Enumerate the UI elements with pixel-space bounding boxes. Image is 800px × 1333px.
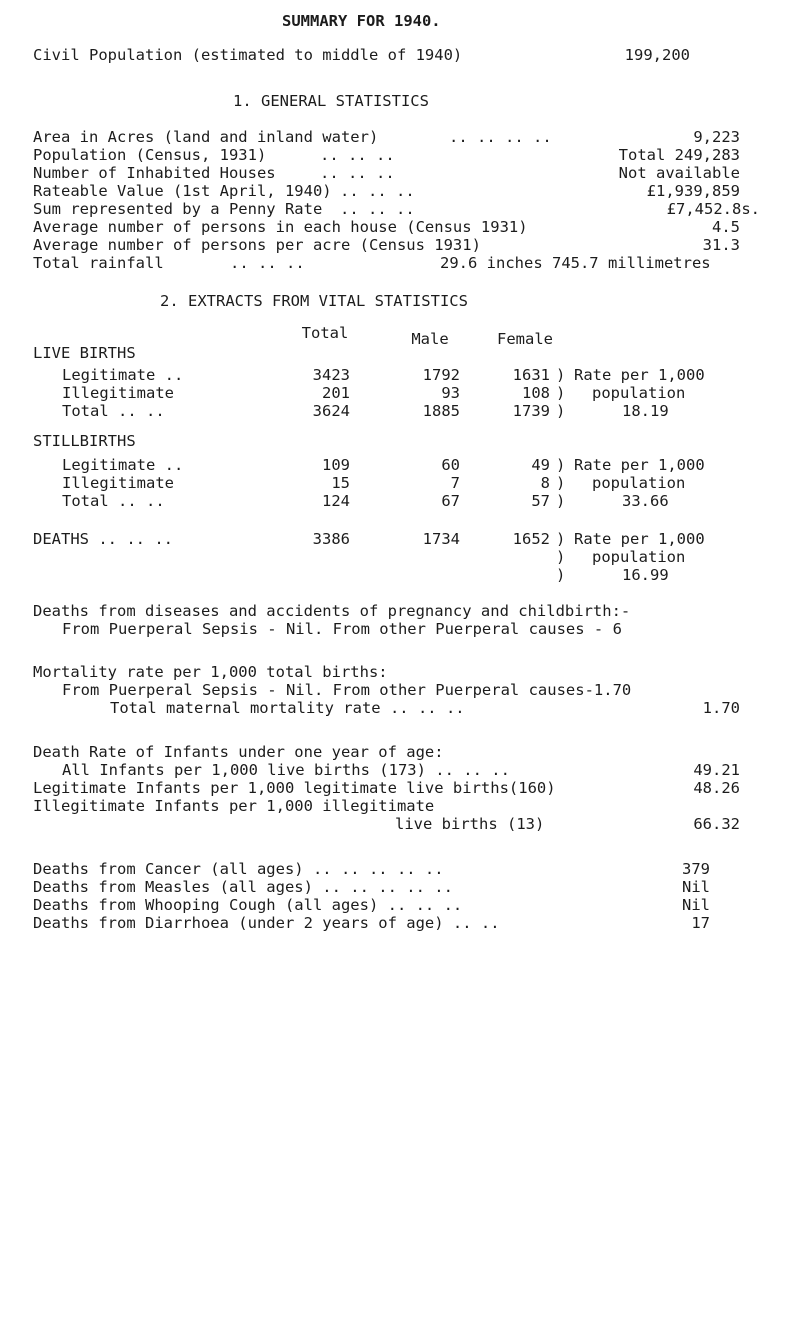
avg-acre-label: Average number of persons per acre (Census 1931) xyxy=(33,236,481,254)
infant-heading: Death Rate of Infants under one year of age: xyxy=(33,743,444,761)
bracket: ) xyxy=(556,456,566,474)
population-value: 199,200 xyxy=(624,46,690,64)
still-total-total: 124 xyxy=(322,492,350,510)
cancer-label: Deaths from Cancer (all ages) .. .. .. .. .. xyxy=(33,860,444,878)
deaths-label: DEATHS .. .. .. xyxy=(33,530,173,548)
avg-house-label: Average number of persons in each house (Census 1931) xyxy=(33,218,528,236)
diarrhoea-value: 17 xyxy=(691,914,710,932)
measles-label: Deaths from Measles (all ages) .. .. .. .. .. xyxy=(33,878,453,896)
live-legit-male: 1792 xyxy=(422,366,460,384)
still-illegit-female: 8 xyxy=(540,474,550,492)
general-heading: 1. GENERAL STATISTICS xyxy=(233,92,429,110)
measles-value: Nil xyxy=(682,878,710,896)
pregnancy-heading: Deaths from diseases and accidents of pregnancy and childbirth:- xyxy=(33,602,631,620)
dot-leader: .. .. .. xyxy=(230,254,305,272)
whooping-label: Deaths from Whooping Cough (all ages) .. .. .. xyxy=(33,896,463,914)
bracket: ) xyxy=(556,530,566,548)
pregnancy-line: From Puerperal Sepsis - Nil. From other Puerperal causes - 6 xyxy=(62,620,622,638)
still-legit-total: 109 xyxy=(322,456,350,474)
houses-label: Number of Inhabited Houses xyxy=(33,164,276,182)
dot-leader: .. .. .. xyxy=(340,200,415,218)
live-illegit-label: Illegitimate xyxy=(62,384,174,402)
bracket: ) xyxy=(556,474,566,492)
dot-leader: .. .. .. xyxy=(340,182,415,200)
still-total-female: 57 xyxy=(531,492,550,510)
bracket: ) xyxy=(556,366,566,384)
penny-rate-value: £7,452.8s. xyxy=(666,200,760,218)
bracket: ) xyxy=(556,384,566,402)
dot-leader: .. .. .. xyxy=(320,164,395,182)
population-census-value: Total 249,283 xyxy=(618,146,740,164)
live-illegit-male: 93 xyxy=(441,384,460,402)
live-births-label: LIVE BIRTHS xyxy=(33,344,136,362)
infant-illegit-label: Illegitimate Infants per 1,000 illegitimate xyxy=(33,797,435,815)
deaths-total: 3386 xyxy=(312,530,350,548)
deaths-male: 1734 xyxy=(422,530,460,548)
population-label: Civil Population (estimated to middle of 1940) xyxy=(33,46,463,64)
bracket: ) xyxy=(556,548,566,566)
live-illegit-female: 108 xyxy=(522,384,550,402)
live-total-male: 1885 xyxy=(422,402,460,420)
still-rate-line2: population xyxy=(592,474,686,492)
deaths-female: 1652 xyxy=(512,530,550,548)
still-legit-label: Legitimate .. xyxy=(62,456,184,474)
area-value: 9,223 xyxy=(693,128,740,146)
col-total: Total xyxy=(301,324,349,342)
live-rate-value: 18.19 xyxy=(622,402,669,420)
dot-leader: .. .. .. .. xyxy=(449,128,552,146)
houses-value: Not available xyxy=(618,164,740,182)
stillbirths-label: STILLBIRTHS xyxy=(33,432,136,450)
deaths-rate-line1: Rate per 1,000 xyxy=(574,530,705,548)
live-rate-line2: population xyxy=(592,384,686,402)
dot-leader: .. .. .. xyxy=(320,146,395,164)
still-illegit-total: 15 xyxy=(331,474,350,492)
infant-illegit-label2: live births (13) xyxy=(395,815,545,833)
page-title: SUMMARY FOR 1940. xyxy=(282,12,441,30)
live-total-label: Total .. .. xyxy=(62,402,165,420)
rateable-label: Rateable Value (1st April, 1940) xyxy=(33,182,332,200)
vital-heading: 2. EXTRACTS FROM VITAL STATISTICS xyxy=(160,292,468,310)
rainfall-label: Total rainfall xyxy=(33,254,164,272)
area-label: Area in Acres (land and inland water) xyxy=(33,128,379,146)
cancer-value: 379 xyxy=(682,860,710,878)
still-illegit-label: Illegitimate xyxy=(62,474,174,492)
still-rate-line1: Rate per 1,000 xyxy=(574,456,705,474)
penny-rate-label: Sum represented by a Penny Rate xyxy=(33,200,323,218)
still-rate-value: 33.66 xyxy=(622,492,669,510)
live-total-total: 3624 xyxy=(312,402,350,420)
live-legit-total: 3423 xyxy=(312,366,350,384)
rateable-value: £1,939,859 xyxy=(646,182,740,200)
still-total-male: 67 xyxy=(441,492,460,510)
mortality-line2-value: 1.70 xyxy=(702,699,740,717)
still-illegit-male: 7 xyxy=(450,474,460,492)
bracket: ) xyxy=(556,566,566,584)
rainfall-value: 29.6 inches 745.7 millimetres xyxy=(440,254,711,272)
live-legit-label: Legitimate .. xyxy=(62,366,184,384)
col-male: Male xyxy=(411,330,449,348)
live-rate-line1: Rate per 1,000 xyxy=(574,366,705,384)
infant-legit-value: 48.26 xyxy=(693,779,740,797)
still-total-label: Total .. .. xyxy=(62,492,165,510)
bracket: ) xyxy=(556,402,566,420)
live-illegit-total: 201 xyxy=(322,384,350,402)
live-total-female: 1739 xyxy=(512,402,550,420)
infant-legit-label: Legitimate Infants per 1,000 legitimate live births(160) xyxy=(33,779,556,797)
col-female: Female xyxy=(497,330,553,348)
deaths-rate-line2: population xyxy=(592,548,686,566)
live-legit-female: 1631 xyxy=(512,366,550,384)
still-legit-male: 60 xyxy=(441,456,460,474)
population-census-label: Population (Census, 1931) xyxy=(33,146,267,164)
mortality-heading: Mortality rate per 1,000 total births: xyxy=(33,663,388,681)
mortality-line2: Total maternal mortality rate .. .. .. xyxy=(110,699,465,717)
infant-illegit-value: 66.32 xyxy=(693,815,740,833)
avg-house-value: 4.5 xyxy=(712,218,740,236)
bracket: ) xyxy=(556,492,566,510)
diarrhoea-label: Deaths from Diarrhoea (under 2 years of age) .. .. xyxy=(33,914,500,932)
whooping-value: Nil xyxy=(682,896,710,914)
infant-all-value: 49.21 xyxy=(693,761,740,779)
infant-all-label: All Infants per 1,000 live births (173) .. .. .. xyxy=(62,761,510,779)
deaths-rate-value: 16.99 xyxy=(622,566,669,584)
still-legit-female: 49 xyxy=(531,456,550,474)
mortality-line1: From Puerperal Sepsis - Nil. From other Puerperal causes-1.70 xyxy=(62,681,632,699)
avg-acre-value: 31.3 xyxy=(702,236,740,254)
